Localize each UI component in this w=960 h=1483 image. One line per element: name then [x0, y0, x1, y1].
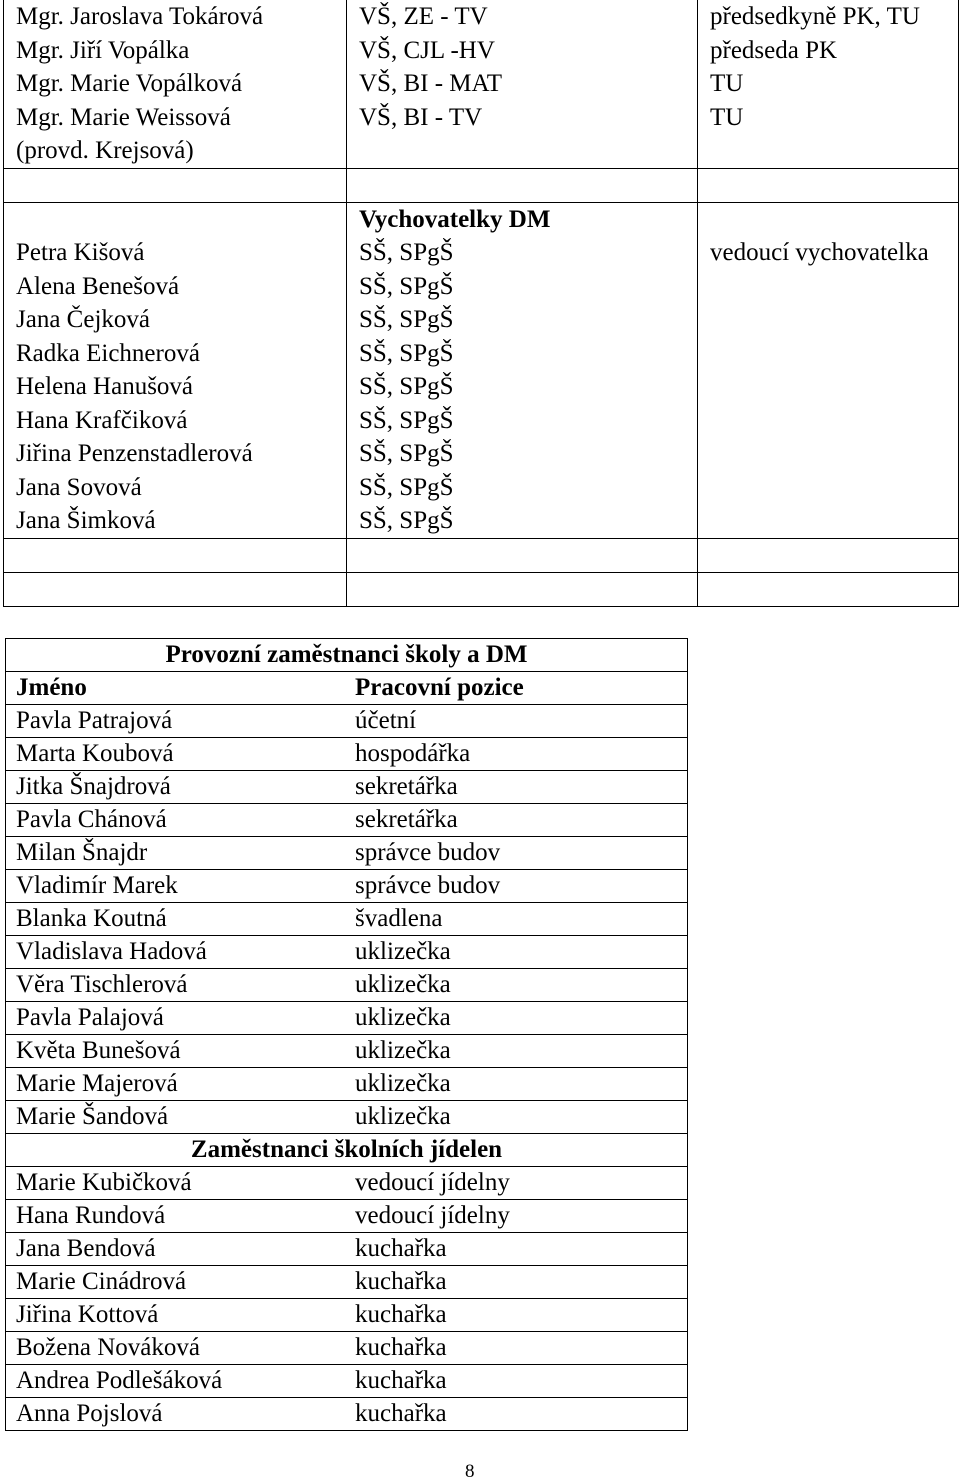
name-cell: Pavla Chánová: [6, 804, 345, 837]
name-cell: Květa Bunešová: [6, 1035, 345, 1068]
name-cell: Marie Kubičková: [6, 1167, 345, 1200]
section-title: Provozní zaměstnanci školy a DM: [6, 639, 688, 672]
qualification-cell: SŠ, SPgŠ: [347, 303, 698, 337]
table-row: [4, 236, 959, 270]
table-row: [6, 969, 688, 1002]
position-cell: švadlena: [344, 903, 688, 936]
position-cell: vedoucí jídelny: [344, 1200, 688, 1233]
section-title-row: [6, 639, 688, 672]
name-cell: Věra Tischlerová: [6, 969, 345, 1002]
role-cell: TU: [698, 67, 959, 101]
name-cell: Jitka Šnajdrová: [6, 771, 345, 804]
name-cell: Pavla Patrajová: [6, 705, 345, 738]
section-heading-row: [4, 202, 959, 236]
table-row: [4, 34, 959, 68]
name-cell: Mgr. Jaroslava Tokárová: [4, 0, 347, 34]
name-cell: Jana Sovová: [4, 471, 347, 505]
name-cell: Vladimír Marek: [6, 870, 345, 903]
table-row: [6, 1398, 688, 1431]
name-cell: Blanka Koutná: [6, 903, 345, 936]
position-cell: kuchařka: [344, 1332, 688, 1365]
position-cell: uklizečka: [344, 1101, 688, 1134]
name-cell: Vladislava Hadová: [6, 936, 345, 969]
table-row: [6, 1266, 688, 1299]
qualification-cell: SŠ, SPgŠ: [347, 437, 698, 471]
name-cell: Hana Rundová: [6, 1200, 345, 1233]
position-cell: správce budov: [344, 837, 688, 870]
qualification-cell: VŠ, BI - MAT: [347, 67, 698, 101]
position-cell: sekretářka: [344, 771, 688, 804]
section-title-row: [6, 1134, 688, 1167]
role-cell: [698, 437, 959, 471]
role-cell: [698, 504, 959, 538]
role-cell: vedoucí vychovatelka: [698, 236, 959, 270]
table-row: [6, 705, 688, 738]
name-line-2: (provd. Krejsová): [16, 137, 194, 164]
position-cell: účetní: [344, 705, 688, 738]
name-cell: Andrea Podlešáková: [6, 1365, 345, 1398]
table-row: [6, 771, 688, 804]
role-cell: [698, 337, 959, 371]
table-row: [4, 504, 959, 538]
name-cell: Jiřina Penzenstadlerová: [4, 437, 347, 471]
name-cell: Marie Majerová: [6, 1068, 345, 1101]
qualification-cell: VŠ, ZE - TV: [347, 0, 698, 34]
role-cell: [698, 270, 959, 304]
name-cell: Milan Šnajdr: [6, 837, 345, 870]
table-row: [6, 903, 688, 936]
position-cell: vedoucí jídelny: [344, 1167, 688, 1200]
name-cell: Jana Bendová: [6, 1233, 345, 1266]
empty-cell: [698, 202, 959, 236]
position-cell: správce budov: [344, 870, 688, 903]
empty-cell: [4, 572, 347, 606]
name-cell: Božena Nováková: [6, 1332, 345, 1365]
column-header-row: [6, 672, 688, 705]
table-row: [4, 437, 959, 471]
table-row: [6, 1101, 688, 1134]
role-cell: TU: [698, 101, 959, 169]
table-row: [6, 1332, 688, 1365]
table-row: [6, 870, 688, 903]
table-row: [4, 303, 959, 337]
position-cell: kuchařka: [344, 1365, 688, 1398]
empty-cell: [698, 538, 959, 572]
empty-row: [4, 572, 959, 606]
table-row: [6, 1365, 688, 1398]
name-cell: Mgr. Jiří Vopálka: [4, 34, 347, 68]
qualification-cell: VŠ, CJL -HV: [347, 34, 698, 68]
table-row: [4, 0, 959, 34]
table-row: [6, 1002, 688, 1035]
position-cell: uklizečka: [344, 1002, 688, 1035]
empty-cell: [698, 572, 959, 606]
name-cell: Pavla Palajová: [6, 1002, 345, 1035]
role-cell: [698, 404, 959, 438]
empty-cell: [347, 538, 698, 572]
table-row: [4, 67, 959, 101]
table-row: [6, 936, 688, 969]
name-cell: Anna Pojslová: [6, 1398, 345, 1431]
name-cell: Jana Šimková: [4, 504, 347, 538]
empty-cell: [347, 572, 698, 606]
empty-cell: [4, 538, 347, 572]
staff-table: [5, 638, 688, 1431]
empty-cell: [698, 168, 959, 202]
column-header-name: Jméno: [6, 672, 345, 705]
role-cell: předseda PK: [698, 34, 959, 68]
section-heading: Vychovatelky DM: [347, 202, 698, 236]
table-row: [4, 101, 959, 169]
empty-cell: [4, 168, 347, 202]
role-cell: [698, 303, 959, 337]
position-cell: uklizečka: [344, 1035, 688, 1068]
name-line-1: Mgr. Marie Weissová: [16, 103, 231, 131]
position-cell: hospodářka: [344, 738, 688, 771]
page-number: 8: [465, 1461, 475, 1482]
name-cell: Marta Koubová: [6, 738, 345, 771]
name-cell: Jana Čejková: [4, 303, 347, 337]
name-cell: Mgr. Marie Vopálková: [4, 67, 347, 101]
position-cell: kuchařka: [344, 1233, 688, 1266]
qualification-cell: SŠ, SPgŠ: [347, 337, 698, 371]
table-row: [4, 471, 959, 505]
table-row: [6, 1200, 688, 1233]
name-cell: [4, 101, 347, 169]
teachers-table: [3, 0, 959, 607]
table-row: [6, 1035, 688, 1068]
table-row: [6, 1233, 688, 1266]
name-cell: Marie Šandová: [6, 1101, 345, 1134]
empty-cell: [347, 168, 698, 202]
role-cell: [698, 370, 959, 404]
name-cell: Hana Krafčiková: [4, 404, 347, 438]
table-row: [6, 738, 688, 771]
table-row: [6, 1068, 688, 1101]
empty-row: [4, 538, 959, 572]
position-cell: uklizečka: [344, 969, 688, 1002]
table-row: [4, 370, 959, 404]
role-cell: předsedkyně PK, TU: [698, 0, 959, 34]
qualification-cell: SŠ, SPgŠ: [347, 504, 698, 538]
table-row: [4, 404, 959, 438]
qualification-cell: VŠ, BI - TV: [347, 101, 698, 169]
column-header-position: Pracovní pozice: [344, 672, 688, 705]
canteen-section-title: Zaměstnanci školních jídelen: [6, 1134, 688, 1167]
table-row: [4, 270, 959, 304]
name-cell: Jiřina Kottová: [6, 1299, 345, 1332]
table-row: [6, 1167, 688, 1200]
qualification-cell: SŠ, SPgŠ: [347, 471, 698, 505]
table-row: [6, 804, 688, 837]
empty-row: [4, 168, 959, 202]
name-cell: Helena Hanušová: [4, 370, 347, 404]
position-cell: uklizečka: [344, 936, 688, 969]
qualification-cell: SŠ, SPgŠ: [347, 236, 698, 270]
position-cell: kuchařka: [344, 1398, 688, 1431]
table-row: [6, 1299, 688, 1332]
name-cell: Petra Kišová: [4, 236, 347, 270]
name-cell: Marie Cinádrová: [6, 1266, 345, 1299]
position-cell: uklizečka: [344, 1068, 688, 1101]
position-cell: kuchařka: [344, 1266, 688, 1299]
name-cell: Alena Benešová: [4, 270, 347, 304]
table-row: [4, 337, 959, 371]
empty-cell: [4, 202, 347, 236]
table-row: [6, 837, 688, 870]
position-cell: sekretářka: [344, 804, 688, 837]
role-cell: [698, 471, 959, 505]
qualification-cell: SŠ, SPgŠ: [347, 370, 698, 404]
position-cell: kuchařka: [344, 1299, 688, 1332]
qualification-cell: SŠ, SPgŠ: [347, 404, 698, 438]
qualification-cell: SŠ, SPgŠ: [347, 270, 698, 304]
name-cell: Radka Eichnerová: [4, 337, 347, 371]
